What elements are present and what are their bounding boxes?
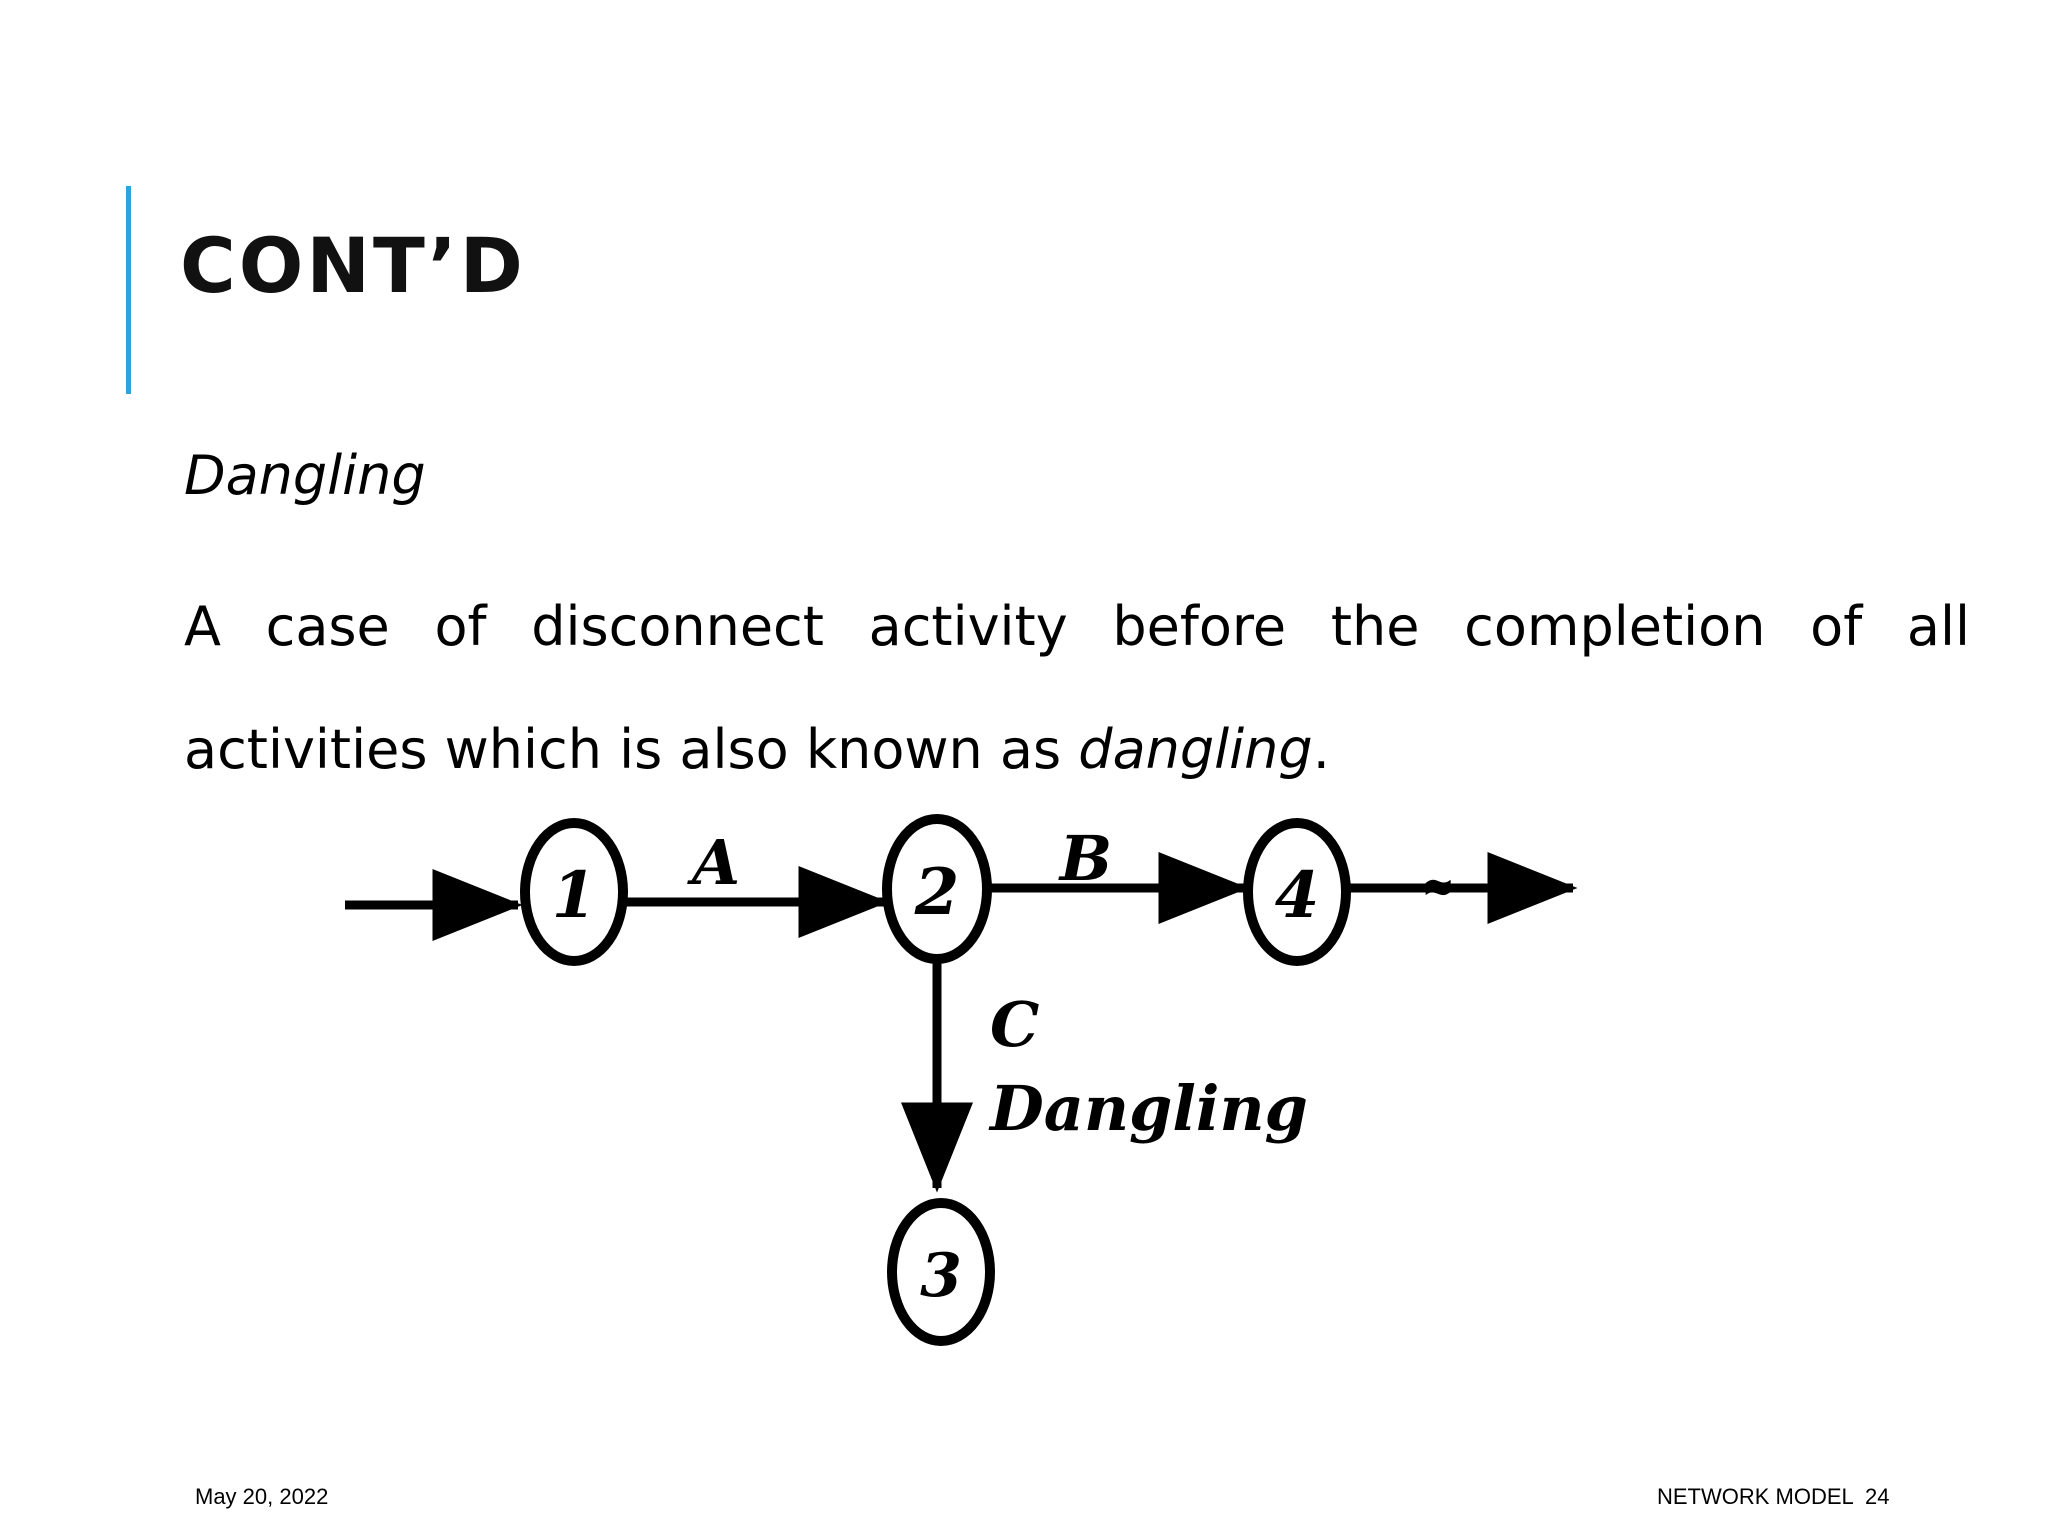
edge-c-label: C bbox=[990, 988, 1040, 1061]
edge-b-label: B bbox=[1059, 822, 1113, 895]
slide-title: CONT’D bbox=[180, 221, 526, 310]
page-number: 24 bbox=[1865, 1484, 1890, 1509]
footer-title: NETWORK MODEL bbox=[1657, 1484, 1854, 1509]
node-3 bbox=[892, 1203, 990, 1341]
break-mark: ≈ bbox=[1421, 863, 1455, 910]
paragraph-text: A case of disconnect activity before the completion of all activities which is also known as bbox=[184, 595, 1970, 781]
node-1 bbox=[525, 823, 623, 961]
footer-date: May 20, 2022 bbox=[195, 1484, 329, 1509]
subheading: Dangling bbox=[184, 444, 426, 507]
paragraph-end: . bbox=[1312, 718, 1330, 781]
dangling-label: Dangling bbox=[990, 1072, 1308, 1145]
node-4-label: 4 bbox=[1274, 858, 1320, 933]
paragraph-italic-term: dangling bbox=[1078, 718, 1313, 781]
node-2-label: 2 bbox=[914, 855, 960, 930]
node-3-label: 3 bbox=[920, 1241, 962, 1311]
edge-a-label: A bbox=[691, 826, 741, 899]
node-4 bbox=[1248, 823, 1346, 961]
node-1-label: 1 bbox=[551, 858, 597, 933]
node-2 bbox=[887, 819, 987, 959]
